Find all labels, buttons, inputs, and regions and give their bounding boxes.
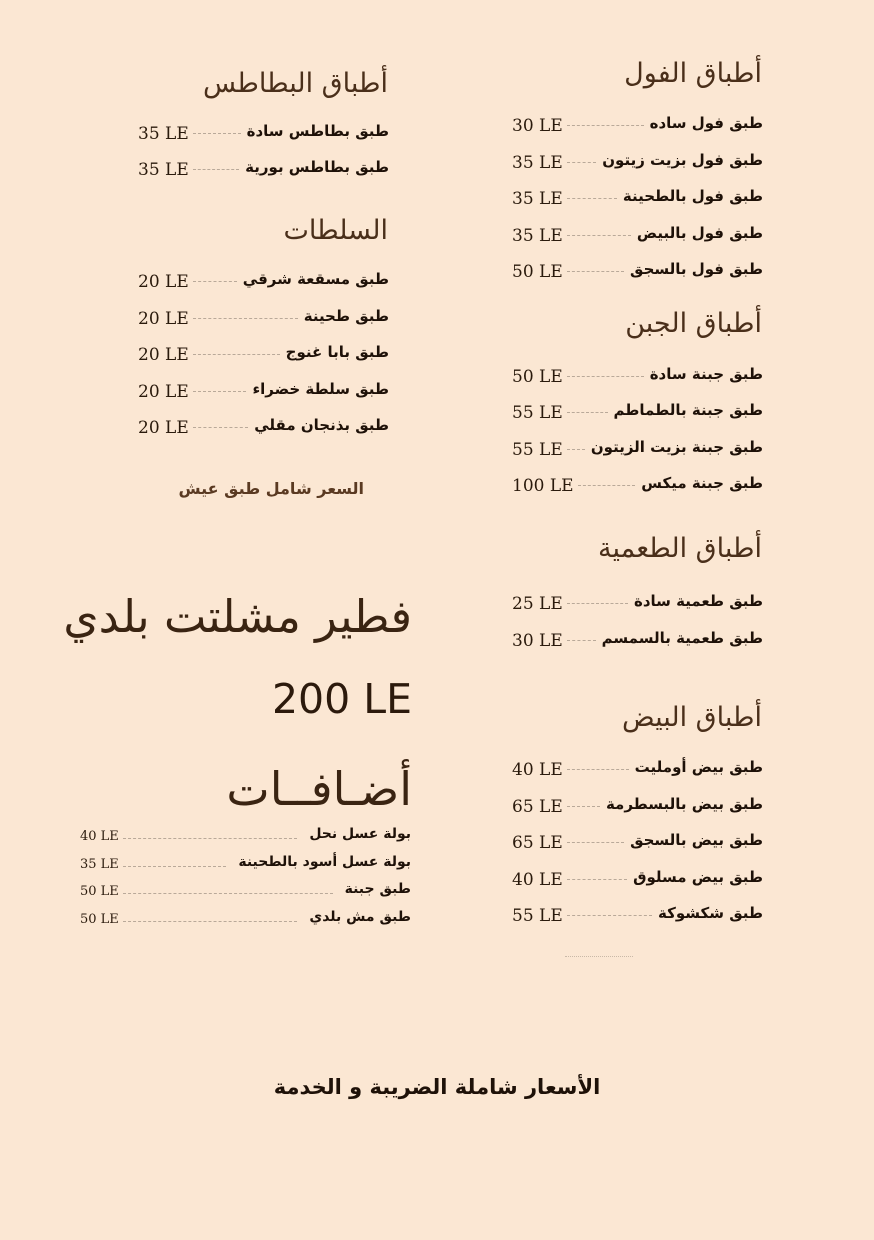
menu-item-name: طبق مش بلدي — [309, 908, 411, 925]
menu-item-price: 40 LE — [512, 869, 563, 890]
menu-item-row — [512, 187, 763, 211]
menu-item-row — [512, 401, 763, 425]
menu-item-row — [512, 474, 763, 498]
salads-section-title: السلطات — [283, 215, 388, 246]
menu-item-name: طبق بطاطس بورية — [245, 158, 389, 176]
leader-dots — [193, 354, 280, 355]
menu-item-name: طبق جبنة — [344, 881, 411, 897]
footer-tax-note: الأسعار شاملة الضريبة و الخدمة — [273, 1075, 601, 1099]
menu-item-row — [138, 380, 389, 404]
potatoes-section-title: أطباق البطاطس — [202, 68, 388, 99]
menu-item-row — [512, 114, 763, 138]
leader-dots — [123, 921, 298, 922]
leader-dots — [193, 427, 248, 428]
leader-dots — [123, 893, 333, 894]
menu-item-row — [138, 416, 389, 440]
leader-dots — [193, 391, 247, 392]
leader-dots — [193, 133, 241, 134]
menu-item-row — [138, 270, 389, 294]
menu-item-price: 35 LE — [512, 152, 563, 173]
menu-item-row — [138, 343, 389, 367]
eggs-section-title: أطباق البيض — [622, 702, 762, 733]
menu-item-row — [512, 438, 763, 462]
menu-item-name: طبق بيض بالسجق — [630, 831, 763, 849]
menu-item-price: 40 LE — [512, 760, 563, 780]
menu-item-name: طبق جبنة بزيت الزيتون — [590, 437, 763, 456]
menu-item-row — [512, 151, 763, 175]
menu-item-row — [512, 868, 763, 892]
menu-item-row — [512, 758, 763, 782]
menu-item-name: طبق جبنة سادة — [649, 365, 763, 383]
leader-dots — [567, 198, 617, 199]
feteer-price: 200 LE — [271, 675, 412, 723]
menu-item-name: بولة عسل أسود بالطحينة — [238, 853, 411, 870]
taameya-section-title: أطباق الطعمية — [597, 533, 762, 564]
menu-item-name: طبق طعمية بالسمسم — [601, 629, 763, 647]
menu-item-price: 50 LE — [512, 262, 563, 282]
menu-item-name: طبق جبنة ميكس — [641, 473, 763, 492]
menu-item-row — [80, 910, 411, 934]
menu-item-name: طبق فول بالسجق — [630, 260, 763, 278]
menu-item-name: طبق طعمية سادة — [633, 592, 763, 610]
leader-dots — [567, 879, 627, 880]
leader-dots — [193, 169, 239, 170]
menu-item-row — [512, 224, 763, 248]
leader-dots — [567, 842, 624, 843]
leader-dots — [567, 915, 652, 916]
menu-item-name: طبق بذنجان مقلي — [254, 416, 389, 434]
menu-item-name: طبق جبنة بالطماطم — [613, 401, 763, 420]
leader-dots — [567, 125, 644, 126]
menu-item-name: طبق فول بزيت زيتون — [602, 150, 763, 169]
menu-item-price: 65 LE — [512, 796, 563, 817]
leader-dots — [567, 235, 631, 236]
menu-item-price: 65 LE — [512, 833, 563, 853]
menu-item-row — [512, 904, 763, 928]
leader-dots — [567, 412, 608, 413]
leader-dots — [567, 603, 628, 604]
menu-item-price: 100 LE — [512, 475, 574, 496]
leader-dots — [567, 806, 600, 807]
menu-item-row — [512, 592, 763, 616]
menu-item-price: 30 LE — [512, 631, 563, 651]
menu-item-row — [512, 629, 763, 653]
menu-item-price: 20 LE — [138, 345, 189, 365]
feteer-name: فطير مشلتت بلدي — [63, 590, 412, 643]
menu-item-price: 20 LE — [138, 272, 189, 292]
bread-note: السعر شامل طبق عيش — [178, 479, 364, 498]
menu-item-price: 35 LE — [512, 189, 563, 209]
menu-item-price: 35 LE — [80, 856, 119, 872]
menu-item-price: 25 LE — [512, 594, 563, 614]
leader-dots — [193, 281, 237, 282]
dots-divider — [565, 956, 633, 957]
menu-item-name: طبق بابا غنوج — [285, 343, 389, 361]
menu-item-name: طبق بيض أومليت — [634, 758, 763, 776]
menu-item-price: 30 LE — [512, 116, 563, 136]
menu-item-name: طبق بيض مسلوق — [633, 867, 763, 886]
menu-item-price: 50 LE — [80, 884, 119, 899]
menu-item-name: طبق فول بالبيض — [636, 223, 763, 242]
leader-dots — [567, 271, 624, 272]
leader-dots — [123, 838, 298, 839]
menu-item-row — [512, 795, 763, 819]
leader-dots — [567, 376, 644, 377]
menu-item-name: بولة عسل نحل — [309, 826, 411, 842]
cheese-section-title: أطباق الجبن — [625, 308, 762, 339]
menu-item-price: 55 LE — [512, 403, 563, 424]
menu-item-row — [512, 831, 763, 855]
menu-item-price: 20 LE — [138, 418, 189, 438]
menu-item-name: طبق سلطة خضراء — [252, 379, 389, 398]
leader-dots — [567, 162, 597, 163]
menu-item-row — [138, 122, 389, 146]
menu-item-row — [80, 827, 411, 851]
menu-item-price: 40 LE — [80, 829, 119, 844]
menu-item-price: 55 LE — [512, 439, 563, 460]
menu-item-name: طبق فول ساده — [649, 114, 763, 132]
leader-dots — [567, 769, 629, 770]
menu-item-price: 20 LE — [138, 381, 189, 402]
ful-section-title: أطباق الفول — [624, 58, 762, 89]
menu-item-row — [512, 260, 763, 284]
leader-dots — [193, 318, 298, 319]
menu-item-row — [138, 158, 389, 182]
menu-item-price: 50 LE — [80, 911, 119, 927]
leader-dots — [578, 485, 636, 486]
menu-item-row — [80, 882, 411, 906]
menu-item-row — [512, 365, 763, 389]
leader-dots — [123, 866, 227, 867]
menu-item-name: طبق بيض بالبسطرمة — [605, 794, 763, 813]
menu-item-name: طبق شكشوكة — [658, 904, 763, 922]
menu-item-price: 50 LE — [512, 367, 563, 387]
menu-item-price: 35 LE — [512, 225, 563, 246]
menu-item-price: 20 LE — [138, 308, 189, 329]
extras-section-title: أضـافــات — [226, 762, 412, 816]
menu-item-name: طبق بطاطس سادة — [246, 122, 389, 140]
menu-item-price: 35 LE — [138, 160, 189, 180]
menu-item-row — [80, 855, 411, 879]
menu-item-name: طبق طحينة — [303, 306, 389, 325]
leader-dots — [567, 640, 596, 641]
menu-item-name: طبق فول بالطحينة — [622, 187, 763, 205]
menu-item-name: طبق مسقعة شرقي — [242, 270, 389, 288]
menu-item-row — [138, 307, 389, 331]
menu-item-price: 55 LE — [512, 906, 563, 926]
menu-item-price: 35 LE — [138, 124, 189, 144]
leader-dots — [567, 449, 585, 450]
